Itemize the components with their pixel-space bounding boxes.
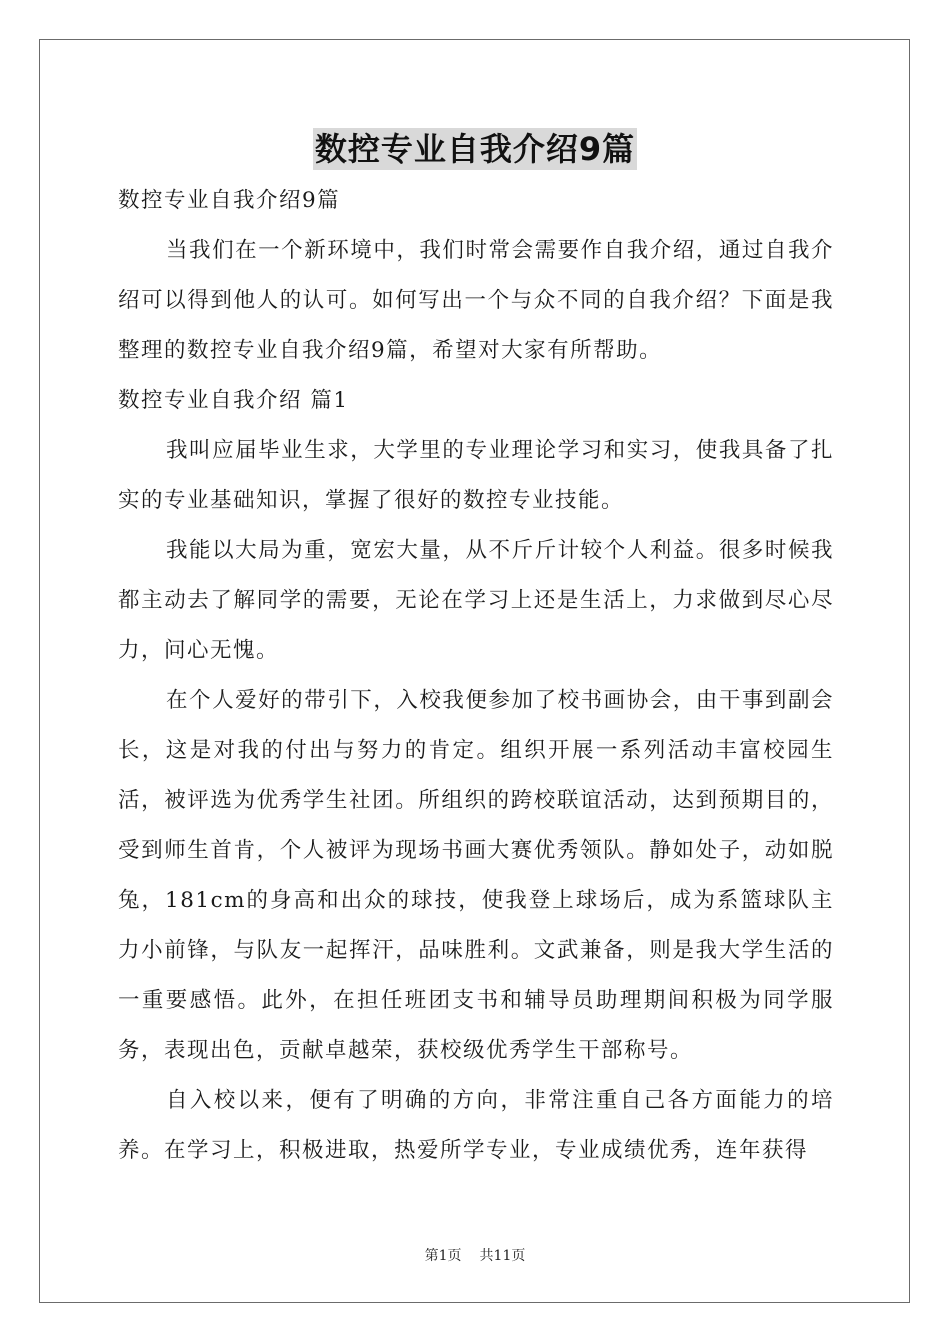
section-heading: 数控专业自我介绍 篇1 — [118, 388, 349, 413]
title-container — [0, 128, 950, 170]
page-total: 共11页 — [479, 1248, 526, 1264]
paragraph: 在个人爱好的带引下，入校我便参加了校书画协会，由干事到副会长，这是对我的付出与努力的肯定。组织开展一系列活动丰富校园生活，被评选为优秀学生社团。所组织的跨校联谊活动，达到预期目的，受到师生首肯，个人被评为现场书画大赛优秀领队。静如处子，动如脱兔，181cm的身高和出众的球技，使我登上球场后，成为系篮球队主力小前锋，与队友一起挥汗，品味胜利。文武兼备，则是我大学生活的一重要感悟。此外，在担任班团支书和辅导员助理期间积极为同学服务，表现出色，贡献卓越荣，获校级优秀学生干部称号。 — [118, 688, 834, 1063]
paragraph: 我能以大局为重，宽宏大量，从不斤斤计较个人利益。很多时候我都主动去了解同学的需要，无论在学习上还是生活上，力求做到尽心尽力，问心无愧。 — [118, 538, 834, 663]
paragraph: 当我们在一个新环境中，我们时常会需要作自我介绍，通过自我介绍可以得到他人的认可。如何写出一个与众不同的自我介绍？下面是我整理的数控专业自我介绍9篇，希望对大家有所帮助。 — [118, 238, 834, 363]
paragraph: 自入校以来，便有了明确的方向，非常注重自己各方面能力的培养。在学习上，积极进取，热爱所学专业，专业成绩优秀，连年获得 — [118, 1088, 834, 1163]
paragraph: 我叫应届毕业生求，大学里的专业理论学习和实习，使我具备了扎实的专业基础知识，掌握了很好的数控专业技能。 — [118, 438, 834, 513]
document-title: 数控专业自我介绍9篇 — [314, 130, 636, 168]
document-body — [118, 176, 834, 1176]
page-number: 第1页 — [424, 1248, 462, 1264]
page-footer — [0, 1245, 950, 1265]
paragraph: 数控专业自我介绍9篇 — [118, 188, 341, 213]
